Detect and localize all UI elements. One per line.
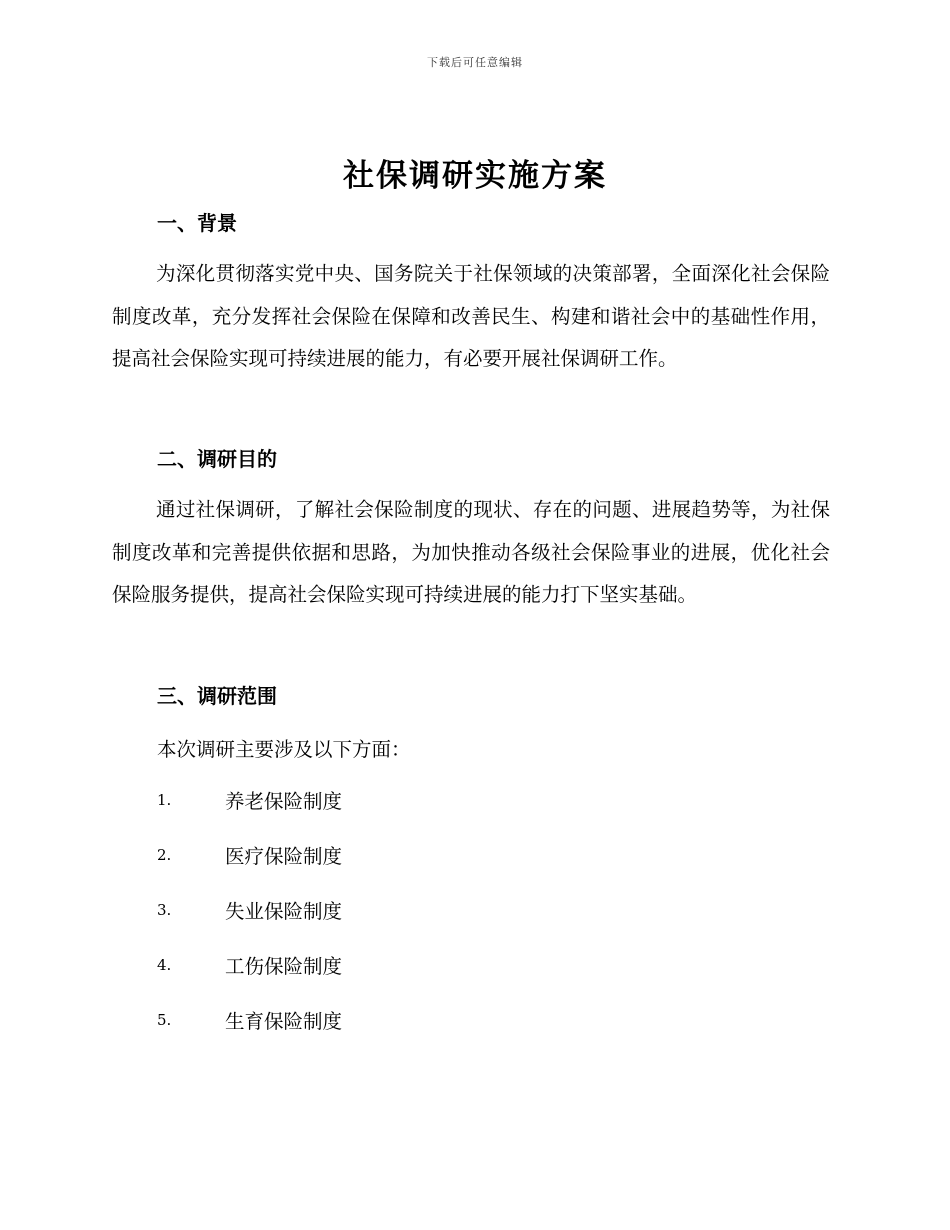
list-item-text: 失业保险制度 — [225, 900, 343, 923]
purpose-paragraph: 通过社保调研，了解社会保险制度的现状、存在的问题、进展趋势等，为社保制度改革和完善提供依据和思路，为加快推动各级社会保险事业的进展，优化社会保险服务提供，提高社会保险实现可持续进展的能力打下坚实基础。 — [112, 498, 830, 607]
list-item-text: 医疗保险制度 — [225, 845, 343, 868]
list-item-number: 2. — [157, 846, 172, 864]
list-item-number: 1. — [157, 791, 172, 809]
document-title: 社保调研实施方案 — [343, 158, 607, 194]
list-item — [157, 1006, 342, 1061]
scope-list — [157, 786, 342, 1061]
list-item-text: 生育保险制度 — [225, 1010, 343, 1033]
list-item — [157, 786, 342, 841]
list-item-number: 3. — [157, 901, 172, 919]
list-item — [157, 896, 342, 951]
list-item-text: 工伤保险制度 — [225, 955, 343, 978]
section-heading-purpose: 二、调研目的 — [157, 447, 277, 471]
background-paragraph: 为深化贯彻落实党中央、国务院关于社保领域的决策部署，全面深化社会保险制度改革，充分发挥社会保险在保障和改善民生、构建和谐社会中的基础性作用，提高社会保险实现可持续进展的能力，有必要开展社保调研工作。 — [112, 262, 830, 371]
list-item-number: 5. — [157, 1011, 172, 1029]
scope-intro: 本次调研主要涉及以下方面： — [157, 738, 411, 761]
list-item — [157, 951, 342, 1006]
section-heading-scope: 三、调研范围 — [157, 684, 277, 708]
header-note: 下载后可任意编辑 — [427, 56, 523, 69]
section-heading-background: 一、背景 — [157, 211, 237, 235]
list-item — [157, 841, 342, 896]
list-item-number: 4. — [157, 956, 172, 974]
list-item-text: 养老保险制度 — [225, 790, 343, 813]
